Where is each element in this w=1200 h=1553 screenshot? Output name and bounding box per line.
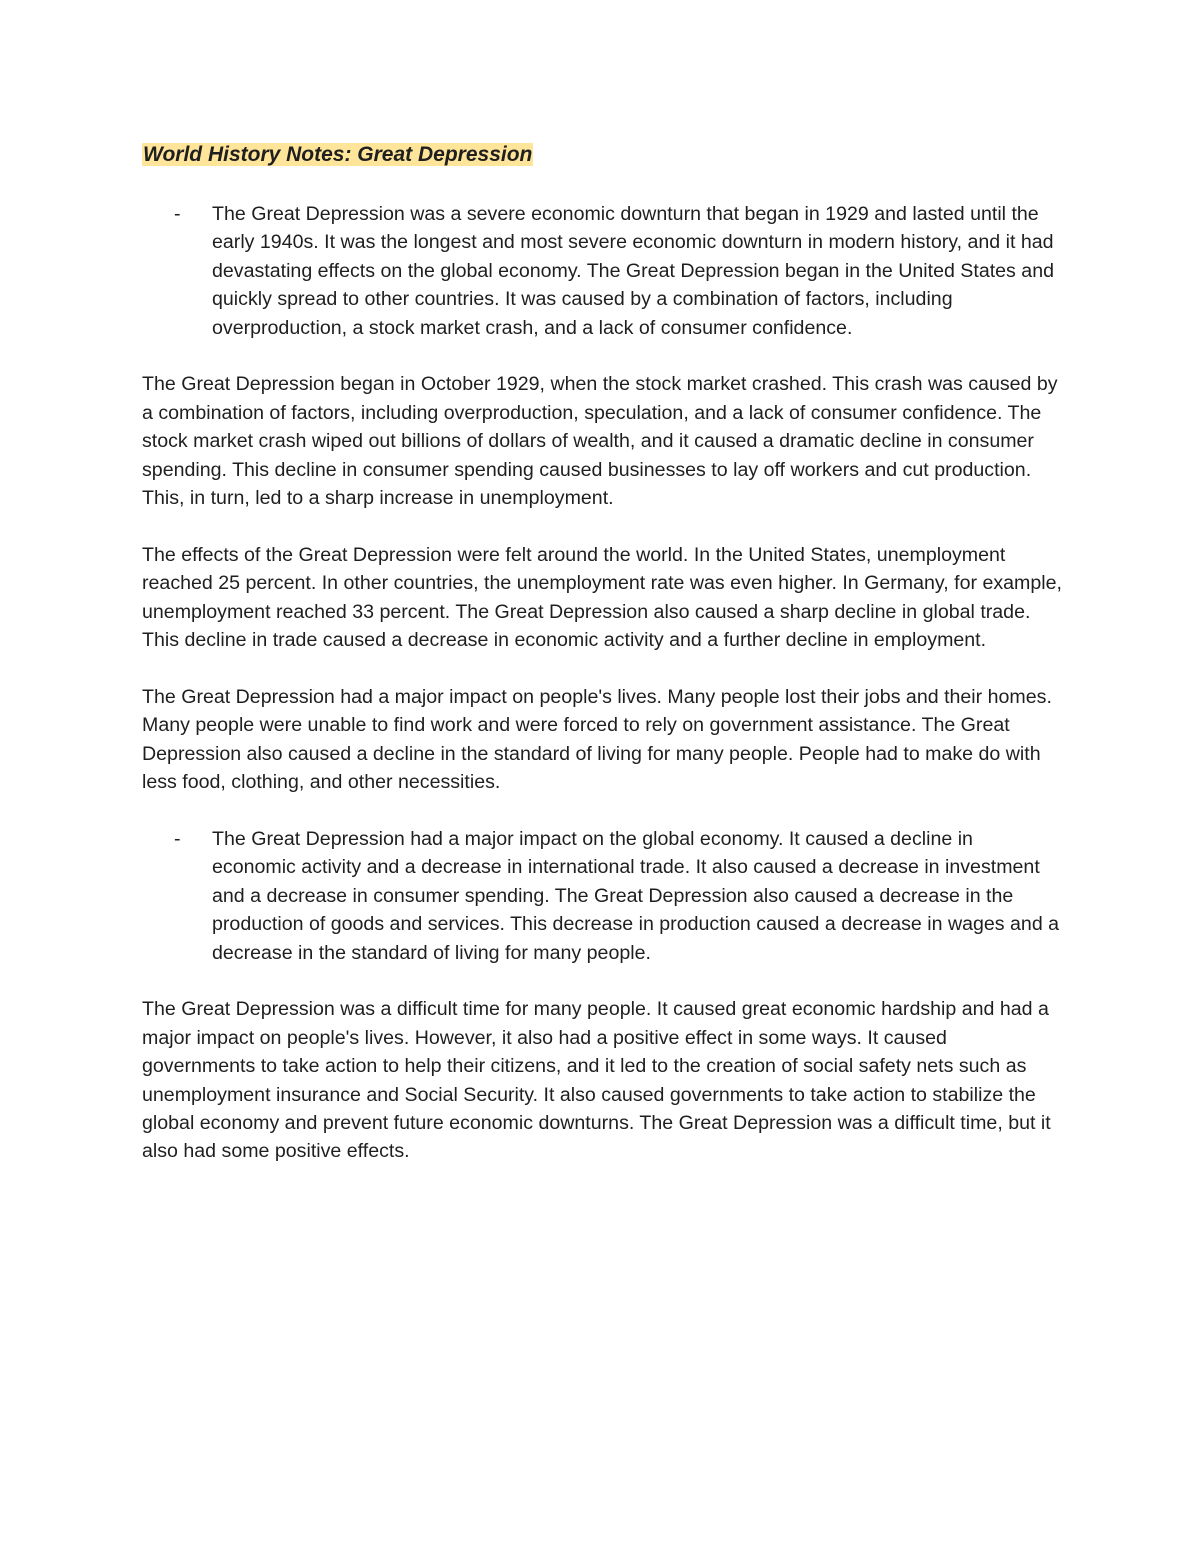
document-title xyxy=(142,140,1062,170)
bullet-list-1 xyxy=(142,200,1062,342)
paragraph: The effects of the Great Depression were felt around the world. In the United States, unemployment reached 25 percent. In other countries, the unemployment rate was even higher. In Germany, for example, unemployment reached 33 percent. The Great Depression also caused a sharp decline in global trade. This decline in trade caused a decrease in economic activity and a further decline in employment. xyxy=(142,543,1062,652)
paragraph: The Great Depression had a major impact on people's lives. Many people lost their jobs and their homes. Many people were unable to find work and were forced to rely on government assistance. The Great Depression also caused a decline in the standard of living for many people. People had to make do with less food, clothing, and other necessities. xyxy=(142,685,1052,794)
bullet-item xyxy=(142,200,1062,342)
document-body xyxy=(142,140,1062,1194)
bullet-dash-marker: - xyxy=(174,827,181,850)
bullet-text: The Great Depression was a severe economic downturn that began in 1929 and lasted until the early 1940s. It was the longest and most severe economic downturn in modern history, and it had devastating effects on the global economy. The Great Depression began in the United States and quickly spread to other countries. It was caused by a combination of factors, including overproduction, a stock market crash, and a lack of consumer confidence. xyxy=(212,203,1054,339)
paragraph: The Great Depression began in October 1929, when the stock market crashed. This crash was caused by a combination of factors, including overproduction, speculation, and a lack of consumer confidence. The stock market crash wiped out billions of dollars of wealth, and it caused a dramatic decline in consumer spending. This decline in consumer spending caused businesses to lay off workers and cut production. This, in turn, led to a sharp increase in unemployment. xyxy=(142,373,1058,510)
paragraph: The Great Depression was a difficult time for many people. It caused great economic hardship and had a major impact on people's lives. However, it also had a positive effect in some ways. It caused governments to take action to help their citizens, and it led to the creation of social safety nets such as unemployment insurance and Social Security. It also caused governments to take action to stabilize the global economy and prevent future economic downturns. The Great Depression was a difficult time, but it also had some positive effects. xyxy=(142,998,1051,1163)
bullet-item xyxy=(142,825,1062,967)
bullet-dash-marker: - xyxy=(174,203,181,225)
title-highlight: World History Notes: Great Depression xyxy=(143,143,533,166)
bullet-text: The Great Depression had a major impact on the global economy. It caused a decline in economic activity and a decrease in international trade. It also caused a decrease in investment and a decrease in consumer spending. The Great Depression also caused a decrease in the production of goods and services. This decrease in production caused a decrease in wages and a decrease in the standard of living for many people. xyxy=(212,827,1060,964)
bullet-list-2 xyxy=(142,825,1062,967)
